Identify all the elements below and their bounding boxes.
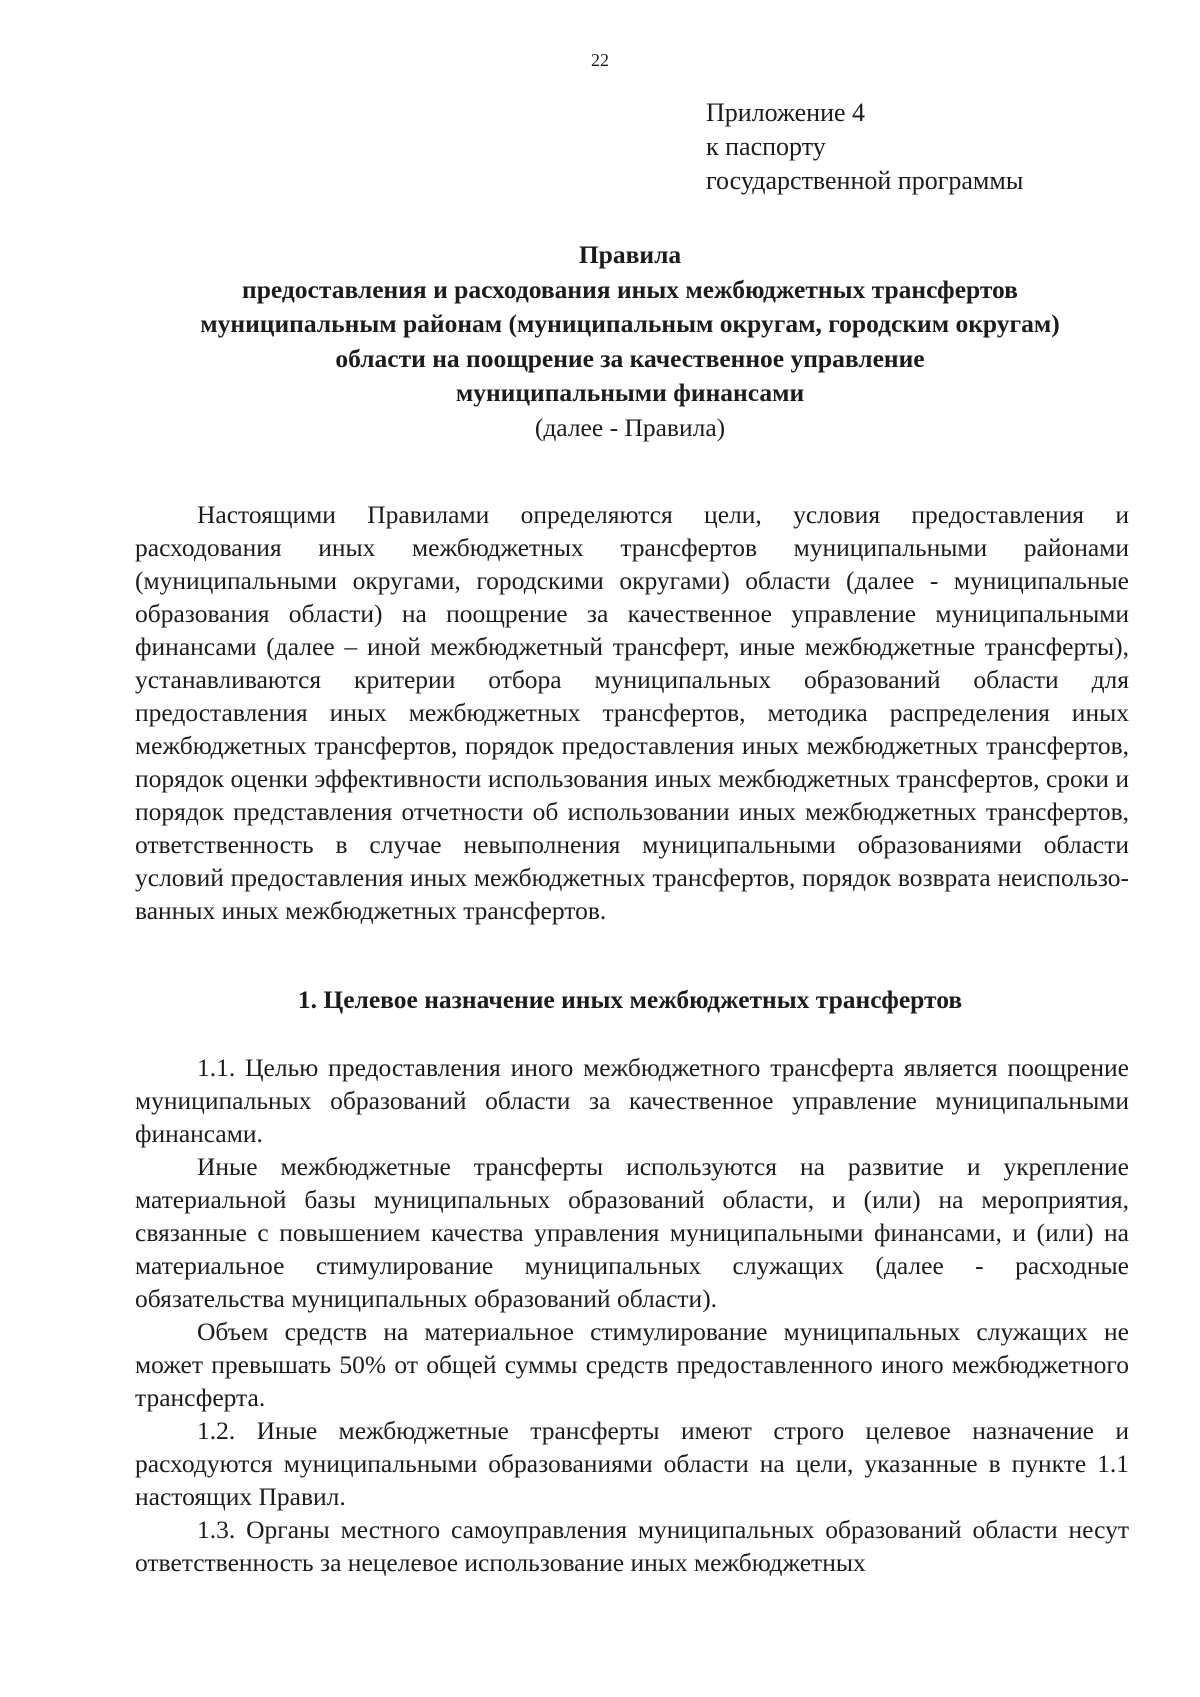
section-1-heading: 1. Целевое назначение иных межбюджетных трансфертов <box>297 985 963 1014</box>
intro-paragraph-block <box>135 498 1129 927</box>
section-1-paragraph: Иные межбюджетные трансферты используются на развитие и укрепление материальной базы муниципальных образований области, и (или) на мероприятия, связанные с повышением качества управления муниципальными финансами, и (или) на материальное стимулирование муниципальных служащих (далее - расходные обязательства муниципальных образований области). <box>135 1152 1129 1313</box>
section-1-paragraph: 1.2. Иные межбюджетные трансферты имеют строго целевое назначение и расходуются муниципальными образованиями области на цели, указанные в пункте 1.1 настоящих Правил. <box>135 1416 1129 1511</box>
section-1-paragraph: 1.3. Органы местного самоуправления муниципальных образований области несут ответственность за нецелевое использование иных межбюджетных <box>135 1515 1129 1577</box>
appendix-note <box>706 96 1023 198</box>
appendix-line-2: к паспорту <box>706 132 826 161</box>
document-title <box>120 238 1140 445</box>
page-number: 22 <box>591 50 609 70</box>
appendix-line-1: Приложение 4 <box>706 98 866 127</box>
title-line-6: (далее - Правила) <box>534 412 726 442</box>
section-1-paragraph: Объем средств на материальное стимулирование муниципальных служащих не может превышать 50% от общей суммы средств предоставленного иного межбюджетного трансферта. <box>135 1317 1129 1412</box>
section-1-paragraph: 1.1. Целью предоставления иного межбюджетного трансферта является поощрение муниципальных образований области за качественное управление муниципальными финансами. <box>135 1053 1129 1148</box>
appendix-line-3: государственной программы <box>706 166 1024 195</box>
title-line-4: области на поощрение за качественное управление <box>335 343 925 373</box>
title-line-5: муниципальными финансами <box>455 378 805 407</box>
title-line-1: Правила <box>578 240 682 269</box>
section-1-body <box>135 1051 1129 1579</box>
title-line-2: предоставления и расходования иных межбюджетных трансфертов <box>242 274 1018 304</box>
intro-paragraph: Настоящими Правилами определяются цели, условия предоставления и расходования иных межбюджетных трансфертов муниципальными районами (муниципальными округами, городскими округами) области (далее - муниципальные образования области) на поощрение за качественное управление муниципальными финансами (далее – иной межбюджетный трансферт, иные межбюджетные трансферты), устанавливаются критерии отбора муниципальных образований области для предоставления иных межбюджетных трансфертов, методика распределения иных межбюджетных трансфертов, порядок предоставления иных межбюджетных трансфертов, порядок оценки эффективности использования иных межбюджетных трансфертов, сроки и порядок представления отчетности об использовании иных межбюджетных трансфертов, ответственность в случае невыполнения муниципальными образованиями области условий предоставления иных межбюджетных трансфертов, порядок возврата неиспользованных иных межбюджетных трансфертов. <box>135 500 1129 925</box>
title-line-3: муниципальным районам (муниципальным округам, городским округам) <box>200 309 1060 338</box>
